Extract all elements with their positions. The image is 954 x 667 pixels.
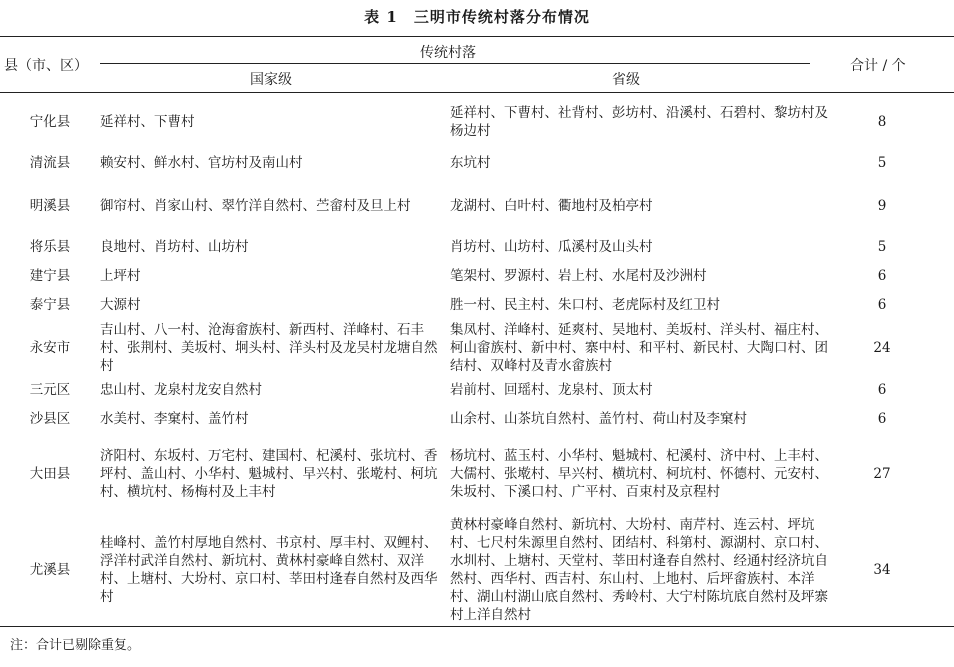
table-caption: 表 1 三明市传统村落分布情况 (364, 8, 590, 26)
village-total: 27 (873, 466, 891, 482)
village-total: 9 (877, 198, 887, 214)
county-name: 三元区 (29, 382, 71, 398)
provincial-villages: 肖坊村、山坊村、瓜溪村及山头村 (450, 239, 653, 255)
national-villages: 上坪村 (100, 268, 141, 284)
national-villages: 忠山村、龙泉村龙安自然村 (100, 382, 262, 398)
provincial-villages: 山余村、山茶坑自然村、盖竹村、荷山村及李窠村 (450, 411, 747, 427)
village-total: 6 (877, 297, 887, 313)
county-name: 永安市 (29, 340, 71, 356)
village-total: 8 (877, 114, 887, 130)
top-rule (0, 36, 954, 37)
header-national: 国家级 (250, 72, 292, 88)
table-row (0, 295, 954, 315)
provincial-villages: 岩前村、回瑶村、龙泉村、顶太村 (450, 382, 653, 398)
header-total: 合计 / 个 (850, 58, 906, 74)
national-villages: 大源村 (100, 297, 141, 313)
national-villages: 赖安村、鲜水村、官坊村及南山村 (100, 155, 303, 171)
village-total: 5 (877, 239, 887, 255)
provincial-villages: 杨坑村、蓝玉村、小华村、魁城村、杞溪村、济中村、上丰村、大儒村、张墘村、早兴村、横坑村、柯坑村、怀德村、元安村、朱坂村、下溪口村、广平村、百束村及京程村 (450, 448, 828, 500)
village-total: 5 (877, 155, 887, 171)
county-name: 大田县 (29, 466, 71, 482)
header-traditional-villages: 传统村落 (420, 45, 476, 61)
national-villages: 济阳村、东坂村、万宅村、建国村、杞溪村、张坑村、香坪村、盖山村、小华村、魁城村、早兴村、张墘村、柯坑村、横坑村、杨梅村及上丰村 (100, 448, 438, 500)
provincial-villages: 笔架村、罗源村、岩上村、水尾村及沙洲村 (450, 268, 707, 284)
table-row (0, 266, 954, 286)
table-row (0, 380, 954, 400)
provincial-villages: 胜一村、民主村、朱口村、老虎际村及红卫村 (450, 297, 720, 313)
national-villages: 良地村、肖坊村、山坊村 (100, 239, 249, 255)
county-name: 将乐县 (29, 239, 71, 255)
county-name: 明溪县 (29, 198, 71, 214)
county-name: 沙县区 (29, 411, 71, 427)
national-villages: 御帘村、肖家山村、翠竹洋自然村、苎畲村及旦上村 (100, 198, 411, 214)
table-row (0, 237, 954, 257)
village-total: 6 (877, 411, 887, 427)
national-villages: 吉山村、八一村、沧海畲族村、新西村、洋峰村、石丰村、张荆村、美坂村、坰头村、洋头村及龙吴村龙塘自然村 (100, 322, 438, 374)
header-subrule (100, 63, 810, 64)
county-name: 清流县 (29, 155, 71, 171)
header-bottom-rule (0, 92, 954, 93)
county-name: 泰宁县 (29, 297, 71, 313)
table-row (0, 320, 954, 376)
county-name: 宁化县 (29, 114, 71, 130)
provincial-villages: 龙湖村、白叶村、衢地村及柏亭村 (450, 198, 653, 214)
provincial-villages: 集凤村、洋峰村、延爽村、吴地村、美坂村、洋头村、福庄村、柯山畲族村、新中村、寨中村、和平村、新民村、大陶口村、团结村、双峰村及青水畲族村 (450, 322, 828, 374)
county-name: 建宁县 (29, 268, 71, 284)
village-total: 6 (877, 382, 887, 398)
table-row (0, 102, 954, 142)
national-villages: 水美村、李窠村、盖竹村 (100, 411, 249, 427)
header-provincial: 省级 (612, 72, 640, 88)
provincial-villages: 东坑村 (450, 155, 491, 171)
table-row (0, 409, 954, 429)
national-villages: 延祥村、下曹村 (100, 114, 195, 130)
provincial-villages: 延祥村、下曹村、社背村、彭坊村、沿溪村、石碧村、黎坊村及杨边村 (450, 105, 828, 139)
table-row (0, 515, 954, 625)
bottom-rule (0, 626, 954, 627)
village-total: 24 (873, 340, 891, 356)
table-note: 注：合计已剔除重复。 (10, 638, 141, 653)
table-row (0, 153, 954, 173)
table-row (0, 436, 954, 512)
village-total: 34 (873, 562, 891, 578)
table-row (0, 186, 954, 226)
national-villages: 桂峰村、盖竹村厚地自然村、书京村、厚丰村、双鲤村、浮洋村武洋自然村、新坑村、黄林村豪峰自然村、双洋村、上塘村、大坋村、京口村、莘田村逢春自然村及西华村 (100, 535, 438, 605)
header-county: 县（市、区） (4, 58, 88, 74)
county-name: 尤溪县 (29, 562, 71, 578)
provincial-villages: 黄林村豪峰自然村、新坑村、大坋村、南芹村、连云村、坪坑村、七尺村朱源里自然村、团结村、科第村、源湖村、京口村、水圳村、上塘村、天堂村、莘田村逢春自然村、经通村经济坑自然村、西华村、西吉村、东山村、上地村、后坪畲族村、本洋村、湖山村湖山底自然村、秀岭村、大宁村陈坑底自然村及坪寨村上洋自然村 (450, 517, 828, 623)
village-total: 6 (877, 268, 887, 284)
